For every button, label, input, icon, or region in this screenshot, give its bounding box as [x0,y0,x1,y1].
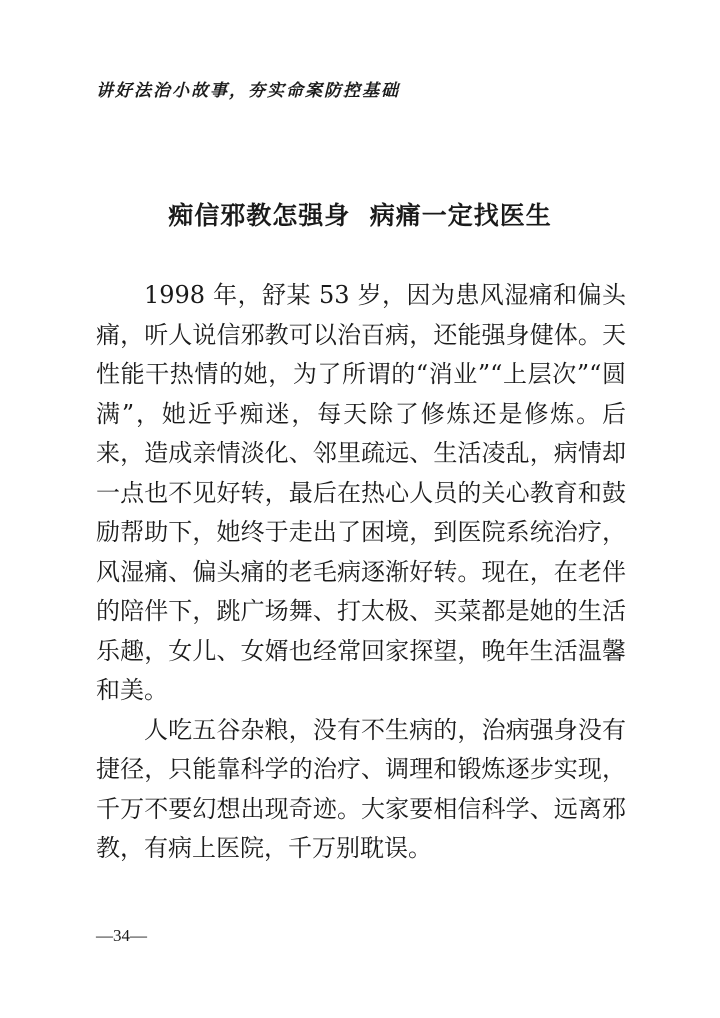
article-body [96,276,626,869]
running-header: 讲好法治小故事，夯实命案防控基础 [96,81,400,101]
page-number: —34— [96,926,147,945]
paragraph-1: 1998 年，舒某 53 岁，因为患风湿痛和偏头痛，听人说信邪教可以治百病，还能强身健体。天性能干热情的她，为了所谓的“消业”“上层次”“圆满”，她近乎痴迷，每天除了修炼还是修炼。后来，造成亲情淡化、邻里疏远、生活凌乱，病情却一点也不见好转，最后在热心人员的关心教育和鼓励帮助下，她终于走出了困境，到医院系统治疗，风湿痛、偏头痛的老毛病逐渐好转。现在，在老伴的陪伴下，跳广场舞、打太极、买菜都是她的生活乐趣，女儿、女婿也经常回家探望，晚年生活温馨和美。 [96,281,626,704]
paragraph-2: 人吃五谷杂粮，没有不生病的，治病强身没有捷径，只能靠科学的治疗、调理和锻炼逐步实现，千万不要幻想出现奇迹。大家要相信科学、远离邪教，有病上医院，千万别耽误。 [96,715,626,862]
article-title: 痴信邪教怎强身 病痛一定找医生 [168,201,552,230]
